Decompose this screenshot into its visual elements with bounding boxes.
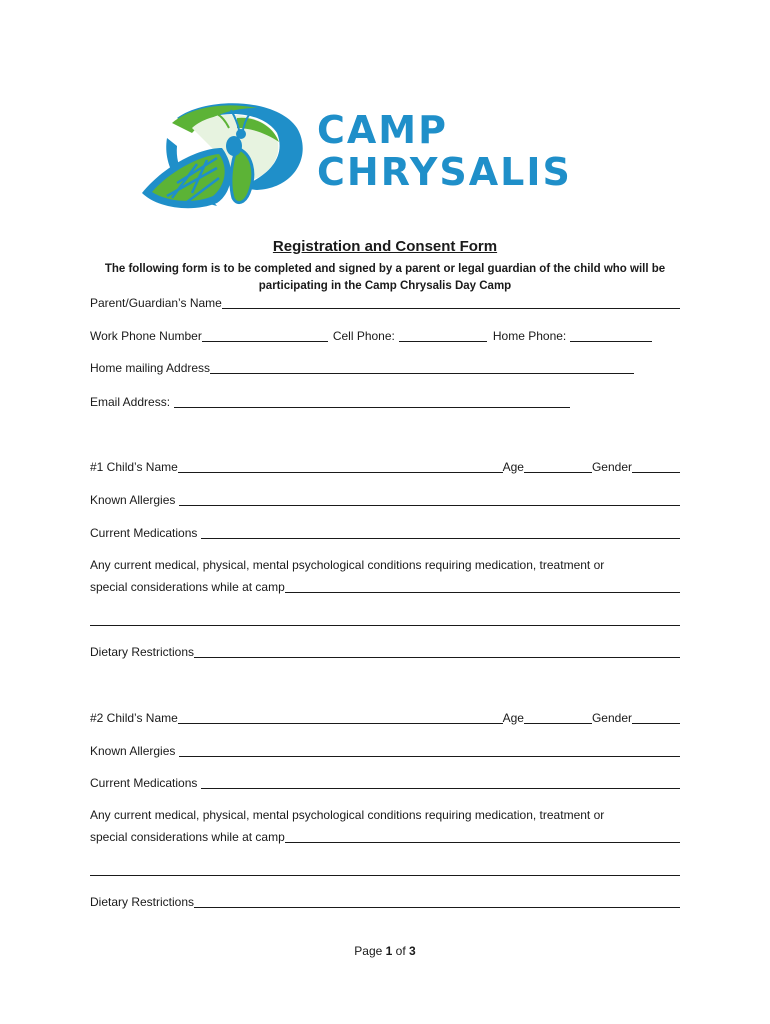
child2-dietary-field[interactable] (194, 893, 680, 908)
child2-medications-row (90, 773, 680, 791)
child2-gender-label: Gender (591, 711, 632, 725)
child1-allergies-field[interactable] (179, 491, 680, 506)
child1-allergies-label: Known Allergies (90, 493, 176, 507)
butterfly-icon (137, 98, 317, 218)
child2-conditions-row (90, 827, 680, 845)
child1-name-row (90, 457, 680, 475)
page-word: Page (354, 944, 383, 958)
child2-conditions-field[interactable] (285, 828, 680, 843)
home-phone-field[interactable] (570, 327, 652, 342)
address-row (90, 358, 634, 376)
child1-dietary-row (90, 642, 680, 660)
child1-gender-field[interactable] (632, 458, 680, 473)
child1-dietary-label: Dietary Restrictions (90, 645, 195, 659)
cell-phone-field[interactable] (399, 327, 487, 342)
child1-medications-label: Current Medications (90, 526, 198, 540)
work-phone-label: Work Phone Number (90, 329, 202, 343)
child1-conditions-row (90, 577, 680, 595)
child1-name-field[interactable] (178, 458, 503, 473)
guardian-name-label: Parent/Guardian’s Name (90, 296, 222, 310)
work-phone-field[interactable] (202, 327, 328, 342)
child1-gender-label: Gender (591, 460, 632, 474)
address-field[interactable] (210, 359, 634, 374)
page-current: 1 (385, 944, 393, 958)
child1-conditions-line1: Any current medical, physical, mental psychological conditions requiring medication, treatment or (90, 558, 605, 572)
child2-dietary-row (90, 892, 680, 910)
of-word: of (395, 944, 406, 958)
child2-allergies-row (90, 741, 680, 759)
email-label: Email Address: (90, 395, 171, 409)
page-footer (0, 944, 770, 958)
child2-conditions-label: special considerations while at camp (90, 830, 285, 844)
child2-allergies-label: Known Allergies (90, 744, 176, 758)
child1-dietary-field[interactable] (194, 643, 680, 658)
child1-conditions-extra-line[interactable] (90, 625, 680, 626)
child2-name-row (90, 708, 680, 726)
brand-line-camp: CAMP (317, 108, 448, 152)
child1-medications-field[interactable] (201, 524, 680, 539)
form-subtitle: The following form is to be completed and signed by a parent or legal guardian of the child who will be participating in the Camp Chrysalis Day Camp (104, 263, 666, 292)
address-label: Home mailing Address (90, 361, 211, 375)
form-title: Registration and Consent Form (272, 238, 498, 255)
child2-age-field[interactable] (524, 709, 592, 724)
home-phone-label: Home Phone: (492, 329, 567, 343)
brand-line-chrysalis: CHRYSALIS (317, 150, 572, 194)
child2-medications-field[interactable] (201, 774, 680, 789)
child2-medications-label: Current Medications (90, 776, 198, 790)
email-row (90, 392, 570, 410)
child2-name-label: #2 Child’s Name (90, 711, 178, 725)
child1-age-label: Age (502, 460, 524, 474)
child2-name-field[interactable] (178, 709, 503, 724)
child1-age-field[interactable] (524, 458, 592, 473)
child1-conditions-label: special considerations while at camp (90, 580, 285, 594)
child1-medications-row (90, 523, 680, 541)
cell-phone-label: Cell Phone: (332, 329, 395, 343)
child2-age-label: Age (502, 711, 524, 725)
child2-dietary-label: Dietary Restrictions (90, 895, 195, 909)
phone-row (90, 326, 680, 344)
brand-wordmark (317, 109, 572, 193)
page-total: 3 (409, 944, 416, 958)
child1-name-label: #1 Child’s Name (90, 460, 178, 474)
camp-logo (137, 98, 637, 218)
child1-conditions-field[interactable] (285, 578, 680, 593)
guardian-name-field[interactable] (222, 294, 680, 309)
child1-allergies-row (90, 490, 680, 508)
child2-conditions-line1: Any current medical, physical, mental psychological conditions requiring medication, treatment or (90, 808, 605, 822)
child2-gender-field[interactable] (632, 709, 680, 724)
child2-conditions-extra-line[interactable] (90, 875, 680, 876)
guardian-name-row (90, 293, 680, 311)
child2-allergies-field[interactable] (179, 742, 680, 757)
email-field[interactable] (174, 393, 570, 408)
